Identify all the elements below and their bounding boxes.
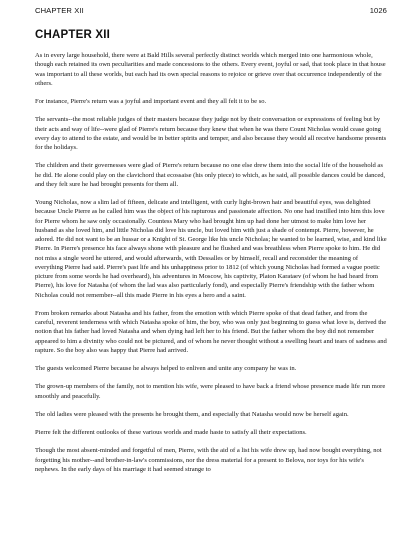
running-header-chapter: CHAPTER XII [35, 6, 84, 15]
running-header [35, 0, 387, 20]
paragraph: The children and their governesses were glad of Pierre's return because no one else drew them into the social life of the household as he did. He alone could play on the clavichord that ecossaise (his only piece) to which, as he said, all possible dances could be danced, and they felt sure he had brought presents for them all. [35, 162, 386, 188]
paragraph: As in every large household, there were at Bald Hills several perfectly distinct worlds which merged into one harmonious whole, though each retained its own peculiarities and made concessions to the others. Every event, joyful or sad, that took place in that house was important to all these worlds, but each had its own special reasons to rejoice or grieve over that occurrence independently of the others. [35, 52, 386, 87]
paragraph: Though the most absent-minded and forgetful of men, Pierre, with the aid of a list his wife drew up, had now bought everything, not forgetting his mother--and brother-in-law's commissions, nor the dress material for a present to Belova, nor toys for his wife's nephews. In the early days of his marriage it had seemed strange to [35, 447, 382, 473]
chapter-body [35, 51, 387, 474]
paragraph: From broken remarks about Natasha and his father, from the emotion with which Pierre spoke of that dead father, and from the careful, reverent tenderness with which Natasha spoke of him, the boy, who was only just beginning to guess what love is, derived the notion that his father had loved Natasha and when dying had left her to his friend. But the father whom the boy did not remember appeared to him a divinity who could not be pictured, and of whom he never thought without a swelling heart and tears of sadness and rapture. So the boy also was happy that Pierre had arrived. [35, 309, 387, 354]
chapter-title: CHAPTER XII [35, 29, 111, 41]
paragraph: The old ladies were pleased with the presents he brought them, and especially that Natasha would now be herself again. [35, 410, 349, 418]
page-number: 1026 [369, 6, 387, 15]
paragraph: The servants--the most reliable judges of their masters because they judge not by their conversation or expressions of feeling but by their acts and way of life--were glad of Pierre's return because they knew that when he was there Count Nicholas would cease going every day to attend to the estate, and would be in better spirits and temper, and also because they would all receive handsome presents for the holidays. [35, 116, 387, 151]
paragraph: The grown-up members of the family, not to mention his wife, were pleased to have back a friend whose presence made life run more smoothly and peacefully. [35, 383, 386, 400]
paragraph: The guests welcomed Pierre because he always helped to enliven and unite any company he was in. [35, 365, 297, 372]
paragraph: Young Nicholas, now a slim lad of fifteen, delicate and intelligent, with curly light-brown hair and beautiful eyes, was delighted because Uncle Pierre as he called him was the object of his rapturous and passionate affection. No one had instilled into him this love for Pierre whom he saw only occasionally. Countess Mary who had brought him up had done her utmost to make him love her husband as she loved him, and little Nicholas did love his uncle, but loved him with just a shade of contempt. Pierre, however, he adored. He did not want to be an hussar or a Knight of St. George like his uncle Nicholas; he wanted to be learned, wise, and kind like Pierre. In Pierre's presence his face always shone with pleasure and he flushed and was breathless when Pierre spoke to him. He did not miss a single word he uttered, and would afterwards, with Dessalles or by himself, recall and reconsider the meaning of everything Pierre had said. Pierre's past life and his unhappiness prior to 1812 (of which young Nicholas had formed a vague poetic picture from some words he had overheard), his adventures in Moscow, his captivity, Platon Karataev (of whom he had heard from Pierre), his love for Natasha (of whom the lad was also particularly fond), and especially Pierre's friendship with the father whom Nicholas could not remember--all this made Pierre in his eyes a hero and a saint. [35, 199, 387, 299]
paragraph: For instance, Pierre's return was a joyful and important event and they all felt it to be so. [35, 98, 267, 105]
paragraph: Pierre felt the different outlooks of these various worlds and made haste to satisfy all their expectations. [35, 429, 307, 436]
